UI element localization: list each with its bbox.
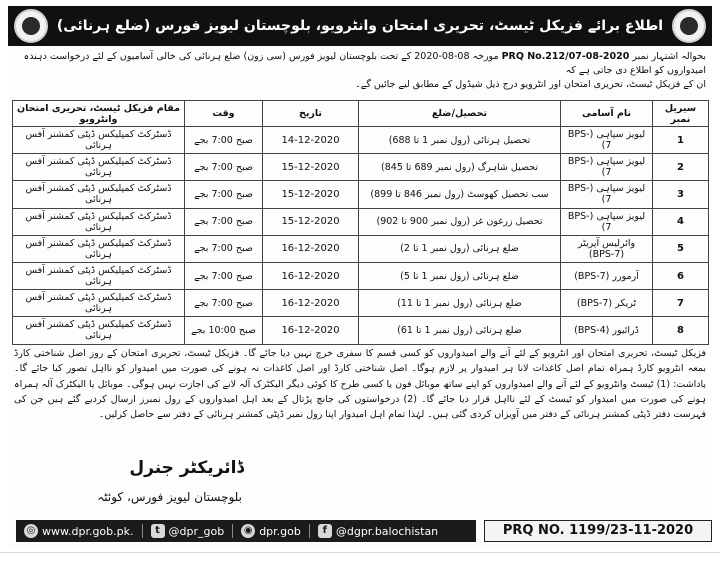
venue-cell: ڈسٹرکٹ کمپلیکس ڈپٹی کمشنر آفس ہرنائی [13,154,185,181]
venue-cell: ڈسٹرکٹ کمپلیکس ڈپٹی کمشنر آفس ہرنائی [13,235,185,262]
time-cell: صبح 7:00 بجے [185,262,263,289]
time-cell: صبح 10:00 بجے [185,317,263,344]
divider [142,524,143,538]
date-cell: 15-12-2020 [263,208,359,235]
roll-cell: ضلع ہرنائی (رول نمبر 1 تا 11) [359,290,561,317]
roll-cell: سب تحصیل کھوسٹ (رول نمبر 846 تا 899) [359,181,561,208]
serial-cell: 4 [653,208,709,235]
roll-cell: تحصیل شاہرگ (رول نمبر 689 تا 845) [359,154,561,181]
time-cell: صبح 7:00 بجے [185,127,263,154]
time-cell: صبح 7:00 بجے [185,154,263,181]
time-cell: صبح 7:00 بجے [185,235,263,262]
post-header: نام آسامی [561,101,653,127]
venue-cell: ڈسٹرکٹ کمپلیکس ڈپٹی کمشنر آفس ہرنائی [13,262,185,289]
roll-header: تحصیل/ضلع [359,101,561,127]
venue-cell: ڈسٹرکٹ کمپلیکس ڈپٹی کمشنر آفس ہرنائی [13,127,185,154]
table-header-row [13,101,709,127]
table-row [13,127,709,154]
venue-header: مقام فزیکل ٹیسٹ، تحریری امتحان وانٹرویو [13,101,185,127]
twitter-icon: t [151,524,165,538]
schedule-table [12,100,709,345]
instagram-link[interactable] [241,524,301,538]
signature-org: بلوچستان لیویز فورس، کوئٹہ [97,490,242,504]
divider [232,524,233,538]
reference-start: بحوالہ اشتہار نمبر [629,51,706,62]
roll-cell: ضلع ہرنائی (رول نمبر 1 تا 2) [359,235,561,262]
time-cell: صبح 7:00 بجے [185,290,263,317]
date-cell: 15-12-2020 [263,154,359,181]
roll-cell: ضلع ہرنائی (رول نمبر 1 تا 61) [359,317,561,344]
serial-cell: 7 [653,290,709,317]
instagram-icon: ◉ [241,524,255,538]
reference-line-2: ان کے فزیکل ٹیسٹ، تحریری امتحان اور انٹرویو درج ذیل شیڈول کے مطابق لیے جائیں گے۔ [355,79,706,90]
roll-cell: تحصیل ہرنائی (رول نمبر 1 تا 688) [359,127,561,154]
serial-cell: 8 [653,317,709,344]
time-cell: صبح 7:00 بجے [185,208,263,235]
venue-cell: ڈسٹرکٹ کمپلیکس ڈپٹی کمشنر آفس ہرنائی [13,181,185,208]
reference-line [14,50,706,78]
serial-cell: 5 [653,235,709,262]
table-row [13,262,709,289]
government-emblem-logo [672,9,706,43]
venue-cell: ڈسٹرکٹ کمپلیکس ڈپٹی کمشنر آفس ہرنائی [13,317,185,344]
roll-cell: ضلع ہرنائی (رول نمبر 1 تا 5) [359,262,561,289]
serial-cell: 1 [653,127,709,154]
date-cell: 16-12-2020 [263,290,359,317]
divider [309,524,310,538]
instagram-text: dpr.gob [259,524,301,538]
serial-cell: 2 [653,154,709,181]
divider [0,552,720,553]
table-row [13,208,709,235]
reference-prq: PRQ No.212/07-08-2020 [501,51,630,62]
date-cell: 14-12-2020 [263,127,359,154]
date-cell: 16-12-2020 [263,317,359,344]
date-cell: 16-12-2020 [263,262,359,289]
post-cell: لیویز سپاہی (BPS-7) [561,208,653,235]
website-text: www.dpr.gob.pk. [42,524,134,538]
serial-cell: 6 [653,262,709,289]
venue-cell: ڈسٹرکٹ کمپلیکس ڈپٹی کمشنر آفس ہرنائی [13,290,185,317]
post-cell: لیویز سپاہی (BPS-7) [561,154,653,181]
header-bar [8,6,712,46]
post-cell: آرمورر (BPS-7) [561,262,653,289]
table-body [13,127,709,345]
twitter-link[interactable] [151,524,225,538]
post-cell: لیویز سپاہی (BPS-7) [561,127,653,154]
instructions-paragraph: فزیکل ٹیسٹ، تحریری امتحان اور انٹرویو کے لئے آنے والے امیدواروں کو کسی قسم کا سفری خرچ نہیں دیا جائے گا۔ فزیکل ٹیسٹ، تحریری امتحان کے روز اصل شناختی کارڈ بمعہ انٹرویو کارڈ ہمراہ تمام اصل کاغذات لانا ہر امیدوار پر لازم ہوگا۔ اصل شناختی کارڈ اور اصل کاغذات نہ ہونے کی صورت میں امیدوار کو نااہل تصور کیا جائے گا۔ یاداشت: (1) ٹیسٹ وانٹرویو کے لئے آنے والے امیدواروں کو اپنے ساتھ موبائل فون یا کسی طرح کا کوئی دیگر الیکٹرک آلہ لانے کی اجازت نہیں ہوگی۔ موبائل یا الیکٹرک آلہ ہمراہ ہونے کی صورت میں امیدوار کو ٹیسٹ کے لئے نااہل قرار دیا جائے گا۔ (2) درخواستوں کی جانچ پڑتال کے بعد اہل امیدواروں کے رول نمبرز ارسال کردیے گئے ہیں جن کی فہرست دفتر ڈپٹی کمشنر ہرنائی کے دفتر میں آویزاں کردی گئی ہیں۔ لہٰذا تمام اہل امیدوار اپنا رول نمبر ڈپٹی کمشنر ہرنائی کے دفتر سے حاصل کرلیں۔ [14,348,706,421]
signature-title: ڈائریکٹر جنرل [129,458,244,478]
venue-cell: ڈسٹرکٹ کمپلیکس ڈپٹی کمشنر آفس ہرنائی [13,208,185,235]
prq-number-box: PRQ NO. 1199/23-11-2020 [484,520,712,542]
table-row [13,154,709,181]
post-cell: وائرلیس آپریٹر (BPS-7) [561,235,653,262]
notice-title: اطلاع برائے فزیکل ٹیسٹ، تحریری امتحان وانٹرویو، بلوچستان لیویز فورس (ضلع ہرنائی) [56,18,664,34]
post-cell: ڈرائیور (BPS-4) [561,317,653,344]
serial-header: سیریل نمبر [653,101,709,127]
reference-end: مورخہ 08-08-2020 کے تحت بلوچستان لیویز فورس (سی زون) ضلع ہرنائی کی خالی آسامیوں کے لئے درخواست دہندہ امیدواروں کو اطلاع دی جاتی ہے کہ [23,51,706,76]
levies-force-logo [14,9,48,43]
facebook-text: @dgpr.balochistan [335,524,439,538]
time-cell: صبح 7:00 بجے [185,181,263,208]
footer-social-bar [16,520,476,542]
website-link[interactable] [24,524,134,538]
date-cell: 16-12-2020 [263,235,359,262]
table-row [13,317,709,344]
post-cell: ٹریکر (BPS-7) [561,290,653,317]
table-row [13,290,709,317]
twitter-text: @dpr_gob [168,524,225,538]
date-cell: 15-12-2020 [263,181,359,208]
facebook-icon: f [318,524,332,538]
post-cell: لیویز سپاہی (BPS-7) [561,181,653,208]
roll-cell: تحصیل زرغون غر (رول نمبر 900 تا 902) [359,208,561,235]
time-header: وقت [185,101,263,127]
date-header: تاریخ [263,101,359,127]
facebook-link[interactable] [318,524,438,538]
table-row [13,235,709,262]
globe-icon: ◎ [24,524,38,538]
advertisement-sheet [8,6,712,548]
serial-cell: 3 [653,181,709,208]
table-row [13,181,709,208]
